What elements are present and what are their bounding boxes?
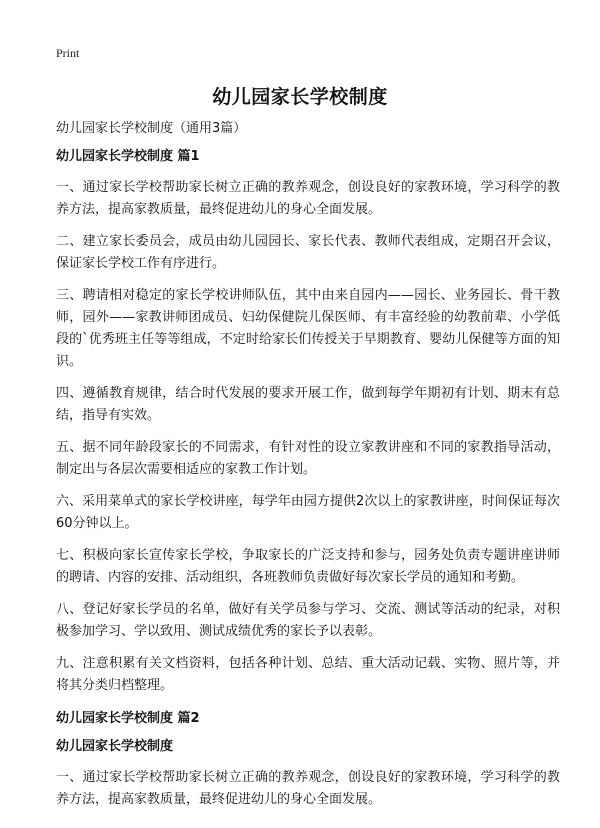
paragraph: 四、遵循教育规律，结合时代发展的要求开展工作，做到每学年期初有计划、期末有总结，指导有实效。 (56, 386, 560, 423)
paragraph: 一、通过家长学校帮助家长树立正确的教养观念，创设良好的家教环境，学习科学的教养方法，提高家教质量，最终促进幼儿的身心全面发展。 (56, 770, 560, 807)
paragraph: 八、登记好家长学员的名单，做好有关学员参与学习、交流、测试等活动的纪录，对积极参加学习、学以致用、测试成绩优秀的家长予以表彰。 (56, 602, 560, 639)
document-body (56, 121, 560, 821)
paragraph: 二、建立家长委员会，成员由幼儿园园长、家长代表、教师代表组成，定期召开会议，保证家长学校工作有序进行。 (56, 234, 560, 271)
paragraph: 三、聘请相对稳定的家长学校讲师队伍，其中由来自园内——园长、业务园长、骨干教师，园外——家教讲师团成员、妇幼保健院儿保医师、有丰富经验的幼教前辈、小学低段的`优秀班主任等等组成，不定时给家长们传授关于早期教育、婴幼儿保健等方面的知识。 (56, 288, 560, 369)
paragraph: 一、通过家长学校帮助家长树立正确的教养观念，创设良好的家教环境，学习科学的教养方法，提高家教质量，最终促进幼儿的身心全面发展。 (56, 180, 560, 217)
paragraph: 六、采用菜单式的家长学校讲座，每学年由园方提供2次以上的家教讲座，时间保证每次60分钟以上。 (56, 494, 560, 531)
paragraph: 九、注意积累有关文档资料，包括各种计划、总结、重大活动记载、实物、照片等，并将其分类归档整理。 (56, 656, 560, 693)
section-subheading: 幼儿园家长学校制度 (56, 739, 174, 754)
document-subtitle: 幼儿园家长学校制度（通用3篇） (56, 121, 247, 136)
section-heading: 幼儿园家长学校制度 篇2 (56, 711, 200, 726)
paragraph: 五、据不同年龄段家长的不同需求，有针对性的设立家教讲座和不同的家教指导活动，制定出与各层次需要相适应的家教工作计划。 (56, 440, 560, 477)
paragraph: 七、积极向家长宣传家长学校，争取家长的广泛支持和参与，园务处负责专题讲座讲师的聘请、内容的安排、活动组织，各班教师负责做好每次家长学员的通知和考勤。 (56, 548, 560, 585)
document-title: 幼儿园家长学校制度 (212, 86, 388, 108)
print-label[interactable]: Print (56, 46, 80, 60)
section-heading: 幼儿园家长学校制度 篇1 (56, 149, 200, 164)
